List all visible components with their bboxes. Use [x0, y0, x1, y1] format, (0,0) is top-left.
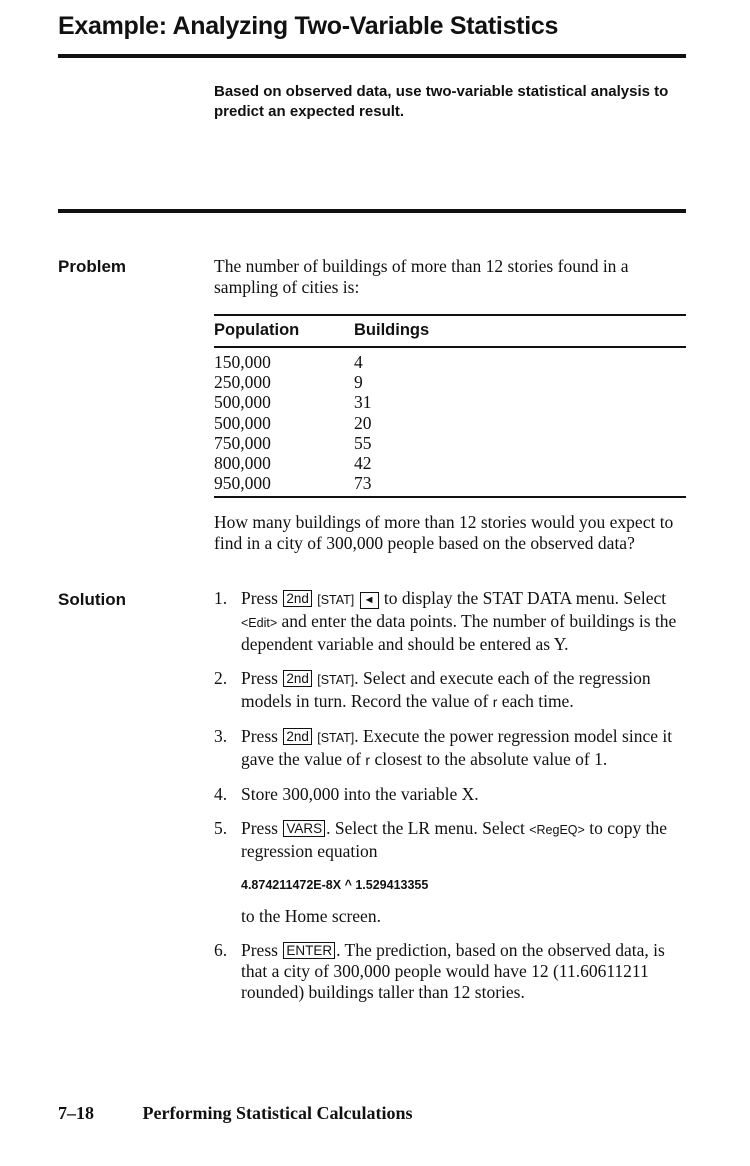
step-text: and enter the data points. The number of buildings is the dependent variable and should be entered as Y. — [241, 611, 677, 654]
top-divider — [58, 54, 686, 58]
population-cell: 800,000 — [214, 452, 271, 473]
question-text: How many buildings of more than 12 stories would you expect to find in a city of 300,000 people based on the observed data? — [214, 512, 674, 553]
buildings-cell: 20 — [354, 412, 372, 433]
data-table — [214, 314, 686, 498]
section-title: Performing Statistical Calculations — [142, 1103, 413, 1123]
page-footer — [58, 1103, 412, 1124]
buildings-cell: 55 — [354, 432, 372, 453]
buildings-cell: 73 — [354, 473, 372, 494]
stat-function: [STAT] — [317, 731, 355, 745]
buildings-cell: 31 — [354, 392, 372, 413]
step-text: closest to the absolute value of 1. — [374, 749, 608, 769]
step-text: . Execute the power regression model since it gave the value of — [241, 726, 673, 769]
population-cell: 500,000 — [214, 392, 271, 413]
step-text: . The prediction, based on the observed data, is that a city of 300,000 people would have 12 (11.60611211 rounded) buildings taller than 12 stories. — [241, 940, 665, 1002]
step-number: 2. — [214, 668, 228, 688]
table-row — [214, 413, 686, 433]
menu-item-edit: <Edit> — [241, 616, 278, 630]
table-row — [214, 473, 686, 493]
regression-equation: 4.874211472E-8X ^ 1.529413355 — [241, 878, 429, 892]
stat-function: [STAT] — [317, 673, 355, 687]
step-text: each time. — [501, 691, 574, 711]
step-3 — [214, 726, 690, 771]
population-cell: 250,000 — [214, 372, 271, 393]
step-text: to the Home screen. — [241, 906, 381, 926]
step-5 — [214, 818, 690, 927]
intro-text: Based on observed data, use two-variable statistical analysis to predict an expected result. — [214, 83, 669, 120]
step-text: to display the STAT DATA menu. Select — [383, 588, 667, 608]
left-arrow-key-icon: ◄ — [360, 592, 379, 609]
step-4 — [214, 784, 690, 805]
step-number: 4. — [214, 784, 228, 804]
variable-r: r — [492, 694, 498, 710]
page-title: Example: Analyzing Two-Variable Statistics — [58, 12, 559, 40]
step-1 — [214, 588, 690, 655]
table-row — [214, 352, 686, 372]
table-row — [214, 372, 686, 392]
step-2 — [214, 668, 690, 713]
key-vars: VARS — [283, 820, 325, 837]
table-header — [214, 316, 686, 346]
problem-text: The number of buildings of more than 12 stories found in a sampling of cities is: — [214, 256, 629, 297]
stat-function: [STAT] — [317, 593, 355, 607]
page-number: 7–18 — [58, 1103, 94, 1123]
population-cell: 500,000 — [214, 412, 271, 433]
step-number: 1. — [214, 588, 228, 608]
buildings-cell: 9 — [354, 372, 363, 393]
step-number: 5. — [214, 818, 228, 838]
press-word: Press — [241, 940, 278, 960]
section-divider — [58, 209, 686, 213]
key-2nd: 2nd — [283, 590, 312, 607]
step-text: . Select and execute each of the regression models in turn. Record the value of — [241, 668, 651, 711]
buildings-cell: 4 — [354, 352, 363, 372]
step-number: 6. — [214, 940, 228, 960]
population-cell: 150,000 — [214, 352, 271, 372]
column-header-population: Population — [214, 321, 300, 339]
solution-steps — [214, 588, 690, 1003]
variable-r: r — [365, 752, 371, 768]
table-row — [214, 453, 686, 473]
key-2nd: 2nd — [283, 728, 312, 745]
buildings-cell: 42 — [354, 452, 372, 473]
column-header-buildings: Buildings — [354, 321, 430, 339]
press-word: Press — [241, 726, 278, 746]
table-row — [214, 433, 686, 453]
problem-label: Problem — [58, 257, 127, 276]
step-text: . Select the LR menu. Select — [326, 818, 525, 838]
population-cell: 750,000 — [214, 432, 271, 453]
step-text: to copy the regression equation — [241, 818, 667, 861]
population-cell: 950,000 — [214, 473, 271, 494]
key-enter: ENTER — [283, 942, 335, 959]
table-body — [214, 348, 686, 496]
menu-item-regeq: <RegEQ> — [529, 823, 585, 837]
solution-label: Solution — [58, 590, 126, 609]
press-word: Press — [241, 588, 278, 608]
key-2nd: 2nd — [283, 670, 312, 687]
table-row — [214, 392, 686, 412]
step-number: 3. — [214, 726, 228, 746]
step-text: Store 300,000 into the variable X. — [241, 784, 479, 804]
step-6 — [214, 940, 690, 1003]
table-bottom-rule — [214, 496, 686, 498]
press-word: Press — [241, 818, 278, 838]
press-word: Press — [241, 668, 278, 688]
